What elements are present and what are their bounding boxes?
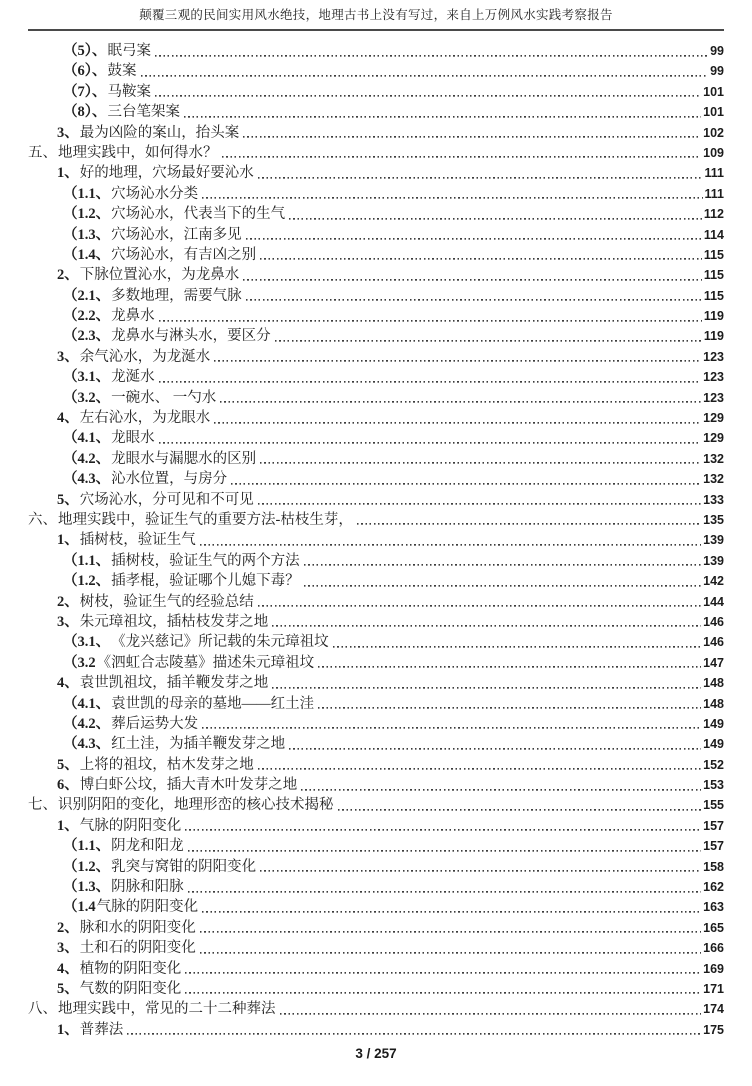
- toc-entry-number: 4、: [57, 675, 79, 692]
- toc-entry-page: 99: [710, 44, 724, 58]
- toc-leader-dots: [301, 775, 701, 795]
- toc-entry[interactable]: [28, 225, 724, 245]
- toc-entry-number: （8）、: [63, 104, 107, 121]
- toc-entry[interactable]: [28, 653, 724, 673]
- toc-leader-dots: [159, 428, 702, 448]
- toc-entry[interactable]: [28, 816, 724, 836]
- toc-entry-page: 158: [703, 859, 724, 874]
- toc-leader-dots: [202, 897, 701, 917]
- toc-entry-number: 1、: [57, 817, 79, 834]
- toc-entry-page: 112: [703, 207, 724, 222]
- toc-entry-page: 132: [703, 472, 724, 487]
- document-footer: [0, 1046, 752, 1061]
- toc-leader-dots: [304, 571, 702, 591]
- toc-entry[interactable]: [28, 61, 724, 81]
- document-header-title: 颠覆三观的民间实用风水绝技，地理古书上没有写过，来自上万例风水实践考察报告: [139, 8, 613, 22]
- toc-entry-page: 135: [703, 512, 724, 527]
- toc-entry-title: 土和石的阴阳变化: [79, 940, 196, 957]
- toc-entry[interactable]: [28, 102, 724, 122]
- toc-leader-dots: [338, 795, 702, 815]
- toc-entry-page: 169: [703, 961, 724, 976]
- toc-entry-number: （6）、: [63, 63, 107, 80]
- toc-leader-dots: [289, 204, 702, 224]
- toc-entry-page: 115: [703, 247, 724, 262]
- toc-entry[interactable]: [28, 286, 724, 306]
- toc-entry-title: 地理实践中，常见的二十二种葬法: [58, 1001, 276, 1018]
- toc-entry-number: 5、: [57, 756, 79, 773]
- toc-entry-title: 龙眼水: [111, 430, 155, 447]
- toc-entry-title: 穴场沁水，江南多见: [111, 226, 242, 243]
- toc-entry-number: 六、: [28, 511, 57, 528]
- toc-entry-page: 147: [703, 655, 724, 670]
- toc-entry-title: 气脉的阴阳变化: [79, 817, 182, 834]
- toc-entry-page: 152: [703, 757, 724, 772]
- toc-entry-number: （1.2、: [63, 858, 111, 875]
- toc-entry-title: 博白虾公坟，插大青木叶发芽之地: [79, 777, 298, 794]
- toc-entry-title: 龙鼻水: [111, 308, 155, 325]
- toc-entry-number: 6、: [57, 777, 79, 794]
- toc-leader-dots: [260, 449, 701, 469]
- toc-entry-number: （2.2、: [63, 308, 111, 325]
- toc-entry-number: 3、: [57, 124, 79, 141]
- toc-leader-dots: [243, 123, 701, 143]
- toc-leader-dots: [318, 694, 701, 714]
- toc-entry-number: （1.4、: [63, 246, 111, 263]
- toc-leader-dots: [260, 857, 701, 877]
- toc-entry[interactable]: [28, 857, 724, 877]
- toc-entry-number: 五、: [28, 144, 57, 161]
- toc-entry-page: 157: [703, 839, 724, 854]
- toc-entry-page: 142: [703, 574, 724, 589]
- toc-leader-dots: [214, 347, 701, 367]
- toc-entry-title: 穴场沁水，有吉凶之别: [111, 246, 257, 263]
- toc-entry-number: 4、: [57, 410, 79, 427]
- toc-leader-dots: [200, 918, 701, 938]
- toc-entry-number: 2、: [57, 593, 79, 610]
- toc-entry[interactable]: [28, 755, 724, 775]
- toc-entry[interactable]: [28, 612, 724, 632]
- toc-entry-title: 插孝棍，验证哪个儿媳下毒？: [111, 573, 300, 590]
- table-of-contents: [0, 31, 752, 1040]
- toc-leader-dots: [141, 61, 709, 81]
- toc-entry-title: 《龙兴慈记》所记载的朱元璋祖坟: [111, 634, 329, 651]
- toc-leader-dots: [159, 306, 702, 326]
- toc-leader-dots: [200, 938, 701, 958]
- toc-entry-title: 地理实践中，验证生气的重要方法-枯枝生芽，: [58, 511, 353, 528]
- toc-entry[interactable]: [28, 836, 724, 856]
- toc-leader-dots: [258, 490, 701, 510]
- toc-entry-number: 3、: [57, 613, 79, 630]
- toc-entry-title: 树枝，验证生气的经验总结: [79, 593, 254, 610]
- toc-entry-number: 3、: [57, 348, 79, 365]
- toc-entry-page: 111: [704, 186, 724, 201]
- toc-entry-title: 乳突与窝钳的阴阳变化: [111, 858, 257, 875]
- toc-leader-dots: [222, 143, 702, 163]
- toc-entry-title: 脉和水的阴阳变化: [79, 919, 196, 936]
- toc-leader-dots: [202, 184, 702, 204]
- toc-leader-dots: [159, 367, 702, 387]
- toc-entry-title: 马鞍案: [107, 83, 151, 100]
- toc-entry-title: 左右沁水，为龙眼水: [79, 410, 211, 427]
- toc-entry-page: 166: [703, 941, 724, 956]
- toc-entry-number: （1.1、: [63, 838, 111, 855]
- toc-leader-dots: [188, 877, 702, 897]
- toc-entry-page: 115: [703, 268, 724, 283]
- toc-leader-dots: [155, 82, 701, 102]
- toc-entry-title: 好的地理，穴场最好要沁水: [79, 165, 254, 182]
- toc-entry[interactable]: [28, 306, 724, 326]
- toc-entry-title: 阴龙和阳龙: [111, 838, 184, 855]
- toc-entry-page: 129: [703, 431, 724, 446]
- toc-entry-title: 龙眼水与漏腮水的区别: [111, 450, 257, 467]
- toc-leader-dots: [272, 673, 701, 693]
- toc-entry[interactable]: [28, 530, 724, 550]
- toc-entry-title: 沁水位置，与房分: [111, 471, 228, 488]
- toc-entry-number: （4.3、: [63, 471, 111, 488]
- toc-entry[interactable]: [28, 714, 724, 734]
- toc-leader-dots: [304, 551, 702, 571]
- toc-leader-dots: [188, 836, 702, 856]
- toc-entry-page: 163: [703, 900, 724, 915]
- toc-entry-title: 一碗水、 一勺水: [111, 389, 217, 406]
- toc-entry[interactable]: [28, 245, 724, 265]
- toc-entry[interactable]: [28, 979, 724, 999]
- toc-entry[interactable]: [28, 82, 724, 102]
- toc-entry-page: 129: [703, 411, 724, 426]
- toc-entry[interactable]: [28, 1020, 724, 1040]
- toc-entry-title: 穴场沁水，代表当下的生气: [111, 206, 286, 223]
- toc-entry-title: 气脉的阴阳变化: [96, 899, 199, 916]
- toc-entry-page: 119: [703, 309, 724, 324]
- toc-entry-title: 鼓案: [107, 63, 137, 80]
- toc-entry-page: 133: [703, 492, 724, 507]
- toc-entry-number: 2、: [57, 919, 79, 936]
- toc-leader-dots: [155, 41, 708, 61]
- toc-entry-number: （4.2、: [63, 715, 111, 732]
- toc-entry[interactable]: [28, 897, 724, 917]
- toc-entry-number: 八、: [28, 1001, 57, 1018]
- toc-entry[interactable]: [28, 918, 724, 938]
- toc-entry-number: 2、: [57, 267, 79, 284]
- toc-entry[interactable]: [28, 347, 724, 367]
- toc-entry-number: 3、: [57, 940, 79, 957]
- toc-entry-number: （4.1、: [63, 430, 111, 447]
- toc-entry-number: （1.1、: [63, 552, 111, 569]
- toc-entry-title: 袁世凯的母亲的墓地——红土洼: [111, 695, 315, 712]
- toc-leader-dots: [333, 632, 702, 652]
- toc-entry-number: 1、: [57, 165, 79, 182]
- toc-entry-number: （1.2、: [63, 573, 111, 590]
- toc-entry-page: 114: [703, 227, 724, 242]
- toc-entry-number: （1.1、: [63, 185, 111, 202]
- toc-entry-number: （3.1、: [63, 634, 111, 651]
- toc-entry-title: 普葬法: [79, 1021, 124, 1038]
- toc-entry-number: 七、: [28, 797, 57, 814]
- toc-entry-title: 植物的阴阳变化: [79, 960, 182, 977]
- toc-entry-page: 146: [703, 635, 724, 650]
- toc-entry-page: 111: [704, 166, 724, 181]
- toc-entry-page: 149: [703, 737, 724, 752]
- toc-entry[interactable]: [28, 408, 724, 428]
- toc-leader-dots: [185, 816, 701, 836]
- toc-entry-page: 101: [703, 105, 724, 120]
- toc-entry-page: 123: [703, 370, 724, 385]
- toc-entry-number: （3.2: [63, 654, 96, 671]
- toc-leader-dots: [272, 612, 701, 632]
- toc-entry[interactable]: [28, 143, 724, 163]
- toc-entry[interactable]: [28, 571, 724, 591]
- toc-entry[interactable]: [28, 204, 724, 224]
- toc-entry-title: 龙涎水: [111, 369, 155, 386]
- toc-entry[interactable]: [28, 959, 724, 979]
- toc-entry-page: 149: [703, 716, 724, 731]
- toc-entry[interactable]: [28, 388, 724, 408]
- toc-entry-number: （5）、: [63, 43, 107, 59]
- toc-entry-title: 地理实践中，如何得水？: [58, 144, 218, 161]
- toc-entry[interactable]: [28, 265, 724, 285]
- page-number-indicator: 3 / 257: [355, 1046, 397, 1061]
- toc-entry-page: 175: [703, 1022, 724, 1037]
- toc-entry-page: 162: [703, 880, 724, 895]
- toc-entry-page: 119: [703, 329, 724, 344]
- toc-entry-number: （3.2、: [63, 389, 111, 406]
- toc-entry-page: 165: [703, 920, 724, 935]
- toc-entry-page: 123: [703, 390, 724, 405]
- toc-entry[interactable]: [28, 999, 724, 1019]
- toc-entry-number: （7）、: [63, 83, 107, 100]
- toc-entry-page: 148: [703, 696, 724, 711]
- toc-entry[interactable]: [28, 632, 724, 652]
- toc-entry-title: 三台笔架案: [107, 104, 180, 121]
- toc-leader-dots: [185, 979, 701, 999]
- toc-entry-title: 穴场沁水分类: [111, 185, 199, 202]
- toc-leader-dots: [243, 265, 702, 285]
- toc-leader-dots: [231, 469, 701, 489]
- toc-entry-title: 最为凶险的案山，抬头案: [79, 124, 240, 141]
- toc-entry[interactable]: [28, 41, 724, 61]
- toc-entry-title: 上将的祖坟，枯木发芽之地: [79, 756, 254, 773]
- toc-entry-page: 109: [703, 145, 724, 160]
- toc-entry-number: （1.3、: [63, 879, 111, 896]
- toc-entry[interactable]: [28, 673, 724, 693]
- toc-entry-page: 157: [703, 818, 724, 833]
- toc-entry-page: 174: [703, 1002, 724, 1017]
- toc-entry[interactable]: [28, 592, 724, 612]
- toc-leader-dots: [258, 755, 701, 775]
- toc-entry-number: 1、: [57, 1021, 79, 1038]
- toc-entry[interactable]: [28, 775, 724, 795]
- toc-entry[interactable]: [28, 326, 724, 346]
- toc-entry-title: 《泗虹合志陵墓》描述朱元璋祖坟: [96, 654, 315, 671]
- toc-entry-title: 阴脉和阳脉: [111, 879, 184, 896]
- toc-leader-dots: [357, 510, 701, 530]
- toc-entry-number: （1.2、: [63, 206, 111, 223]
- toc-entry-number: （2.1、: [63, 287, 111, 304]
- toc-entry[interactable]: [28, 551, 724, 571]
- toc-leader-dots: [200, 530, 701, 550]
- toc-entry-title: 龙鼻水与淋头水，要区分: [111, 328, 271, 345]
- toc-entry-title: 葬后运势大发: [111, 715, 199, 732]
- toc-leader-dots: [258, 592, 701, 612]
- toc-leader-dots: [275, 326, 702, 346]
- toc-entry-page: 115: [703, 288, 724, 303]
- toc-entry-page: 153: [703, 778, 724, 793]
- toc-entry-page: 171: [703, 981, 724, 996]
- toc-entry-title: 余气沁水，为龙涎水: [79, 348, 211, 365]
- toc-leader-dots: [260, 245, 702, 265]
- toc-entry-number: （3.1、: [63, 369, 111, 386]
- toc-entry[interactable]: [28, 510, 724, 530]
- toc-entry-page: 144: [703, 594, 724, 609]
- toc-entry-page: 148: [703, 676, 724, 691]
- toc-leader-dots: [185, 959, 701, 979]
- toc-entry-page: 123: [703, 349, 724, 364]
- toc-entry[interactable]: [28, 877, 724, 897]
- toc-entry-page: 101: [703, 84, 724, 99]
- toc-entry[interactable]: [28, 163, 724, 183]
- toc-entry-page: 132: [703, 451, 724, 466]
- toc-entry-title: 袁世凯祖坟，插羊鞭发芽之地: [79, 675, 269, 692]
- toc-leader-dots: [184, 102, 701, 122]
- toc-entry-title: 红土洼，为插羊鞭发芽之地: [111, 736, 286, 753]
- toc-entry-title: 多数地理，需要气脉: [111, 287, 242, 304]
- toc-entry-title: 朱元璋祖坟，插枯枝发芽之地: [79, 613, 269, 630]
- toc-entry-number: （1.3、: [63, 226, 111, 243]
- toc-entry-number: （1.4: [63, 899, 96, 916]
- toc-entry-number: （2.3、: [63, 328, 111, 345]
- toc-entry[interactable]: [28, 123, 724, 143]
- toc-entry[interactable]: [28, 490, 724, 510]
- toc-entry-page: 139: [703, 553, 724, 568]
- toc-leader-dots: [318, 653, 701, 673]
- toc-entry-page: 139: [703, 533, 724, 548]
- toc-entry[interactable]: [28, 694, 724, 714]
- toc-entry-page: 155: [703, 798, 724, 813]
- toc-leader-dots: [246, 286, 702, 306]
- toc-entry-page: 146: [703, 614, 724, 629]
- toc-entry-title: 插树枝，验证生气: [79, 532, 196, 549]
- toc-entry-title: 识别阴阳的变化，地理形峦的核心技术揭秘: [58, 797, 334, 814]
- toc-entry-title: 穴场沁水，分可见和不可见: [79, 491, 254, 508]
- toc-entry-title: 眠弓案: [107, 43, 151, 59]
- toc-leader-dots: [202, 714, 701, 734]
- toc-entry[interactable]: [28, 469, 724, 489]
- toc-entry[interactable]: [28, 734, 724, 754]
- toc-entry-page: 102: [703, 125, 724, 140]
- toc-entry-number: （4.1、: [63, 695, 111, 712]
- toc-entry[interactable]: [28, 449, 724, 469]
- toc-entry[interactable]: [28, 938, 724, 958]
- toc-leader-dots: [214, 408, 701, 428]
- toc-entry[interactable]: [28, 367, 724, 387]
- toc-entry-number: 5、: [57, 491, 79, 508]
- toc-leader-dots: [289, 734, 701, 754]
- toc-entry-number: （4.2、: [63, 450, 111, 467]
- toc-entry-number: 5、: [57, 980, 79, 997]
- toc-leader-dots: [127, 1020, 701, 1040]
- toc-leader-dots: [220, 388, 701, 408]
- toc-entry[interactable]: [28, 428, 724, 448]
- toc-entry-title: 插树枝，验证生气的两个方法: [111, 552, 300, 569]
- toc-entry-title: 气数的阴阳变化: [79, 980, 182, 997]
- toc-entry-number: 4、: [57, 960, 79, 977]
- toc-leader-dots: [258, 163, 703, 183]
- toc-entry-title: 下脉位置沁水，为龙鼻水: [79, 267, 240, 284]
- toc-entry-page: 99: [710, 64, 724, 79]
- toc-entry[interactable]: [28, 184, 724, 204]
- toc-leader-dots: [280, 999, 702, 1019]
- toc-entry[interactable]: [28, 795, 724, 815]
- toc-entry-number: （4.3、: [63, 736, 111, 753]
- document-header: [0, 0, 752, 31]
- toc-entry-number: 1、: [57, 532, 79, 549]
- toc-leader-dots: [246, 225, 702, 245]
